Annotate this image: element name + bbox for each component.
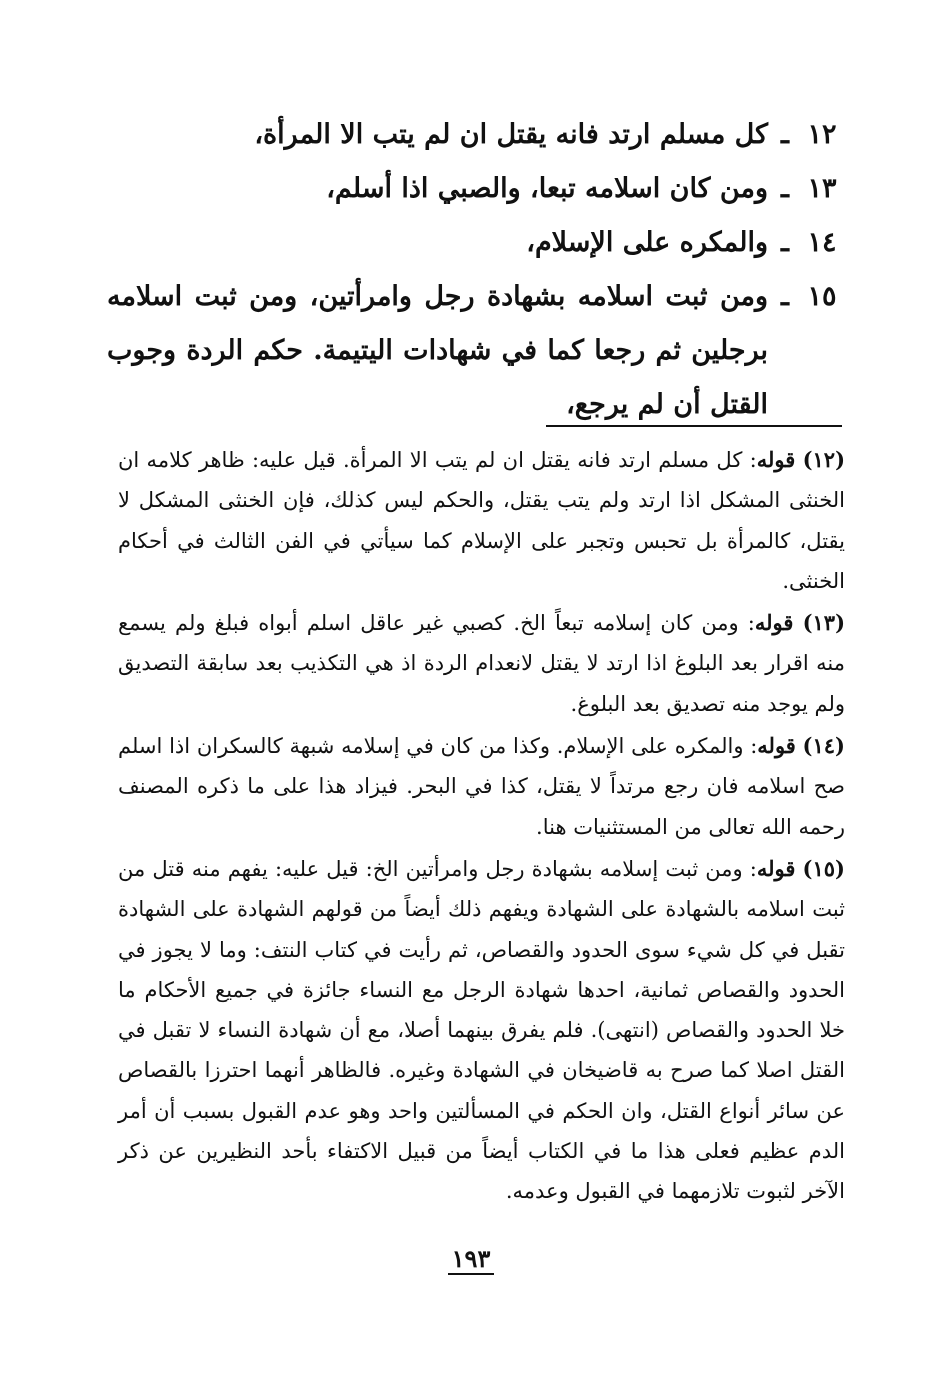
footnote-12 [118, 440, 845, 601]
main-text [107, 108, 842, 432]
footnote-keyword: قوله [756, 855, 796, 881]
main-item-14 [107, 216, 842, 270]
page-number-text: ١٩٣ [448, 1245, 495, 1275]
item-dash: ـ [781, 119, 789, 150]
item-text: ومن كان اسلامه تبعا، والصبي اذا أسلم، [326, 173, 768, 204]
footnote-number: (١٣) [802, 610, 845, 636]
footnote-13 [118, 603, 845, 724]
footnote-keyword: قوله [756, 447, 796, 472]
item-dash: ـ [781, 173, 789, 204]
footnote-text: : كل مسلم ارتد فانه يقتل ان لم يتب الا المرأة. قيل عليه: ظاهر كلامه ان الخنثى المشكل اذا ارتد ولم يتب يقتل، والحكم ليس كذلك، فإن الخنثى المشكل لا يقتل، كالمرأة بل تحبس وتجبر على الإسلام كما سيأتي في الفن الثالث في أحكام الخنثى. [118, 448, 845, 593]
item-dash: ـ [781, 281, 789, 312]
footnote-text: : ومن كان إسلامه تبعاً الخ. كصبي غير عاقل اسلم أبواه فبلغ ولم يسمع منه اقرار بعد البلوغ اذا ارتد لا يقتل لانعدام الردة اذ هي التكذيب بعد سابقة التصديق ولم يوجد منه تصديق بعد البلوغ. [118, 611, 845, 716]
footnote-number: (١٢) [802, 447, 845, 472]
footnote-keyword: قوله [754, 610, 794, 636]
footnote-text: : ومن ثبت إسلامه بشهادة رجل وامرأتين الخ: قيل عليه: يفهم منه قتل من ثبت اسلامه بالشهادة على الشهادة ويفهم ذلك أيضاً من قولهم الشهادة على الشهادة تقبل في كل شيء سوى الحدود والقصاص، ثم رأيت في كتاب النتف: وما لا يجوز في الحدود والقصاص ثمانية، احدها شهادة الرجل مع النساء جائزة في جميع الأحكام ما خلا الحدود والقصاص (انتهى). فلم يفرق بينهما أصلا، مع أن شهادة النساء لا تقبل في القتل اصلا كما صرح به قاضيخان في الشهادة وغيره. فالظاهر أنهما احترزا بالقصاص عن سائر أنواع القتل، وان الحكم في المسألتين واحد وهو عدم القبول بسبب أن أمر الدم عظيم فعلى هذا ما في الكتاب أيضاً من قبيل الاكتفاء بأحد النظيرين عن ذكر الآخر لثبوت تلازمهما في القبول وعدمه. [118, 856, 845, 1204]
item-text: كل مسلم ارتد فانه يقتل ان لم يتب الا المرأة، [254, 119, 768, 150]
main-item-12 [107, 108, 842, 162]
footnote-number: (١٥) [802, 855, 845, 881]
item-text: ومن ثبت اسلامه بشهادة رجل وامرأتين، ومن ثبت اسلامه برجلين ثم رجعا كما في شهادات اليتيمة. حكم الردة وجوب القتل أن لم يرجع، [107, 281, 768, 420]
item-number: ١٤ [807, 227, 837, 258]
footnote-separator [546, 425, 842, 427]
page-number [0, 1244, 942, 1275]
footnote-keyword: قوله [757, 733, 796, 759]
footnote-14 [118, 726, 845, 847]
main-item-13 [107, 162, 842, 216]
footnote-text: : والمكره على الإسلام. وكذا من كان في إسلامه شبهة كالسكران اذا اسلم صح اسلامه فان رجع مرتداً لا يقتل، كذا في البحر. فيزاد هذا على ما ذكره المصنف رحمه الله تعالى من المستثنيات هنا. [118, 734, 845, 839]
footnote-number: (١٤) [802, 733, 845, 759]
item-number: ١٥ [807, 281, 837, 312]
item-dash: ـ [781, 227, 789, 258]
footnote-15 [118, 849, 845, 1212]
item-text: والمكره على الإسلام، [526, 227, 768, 258]
item-number: ١٣ [807, 173, 837, 204]
item-number: ١٢ [807, 119, 837, 150]
main-item-15 [107, 270, 842, 432]
footnotes [118, 440, 845, 1214]
